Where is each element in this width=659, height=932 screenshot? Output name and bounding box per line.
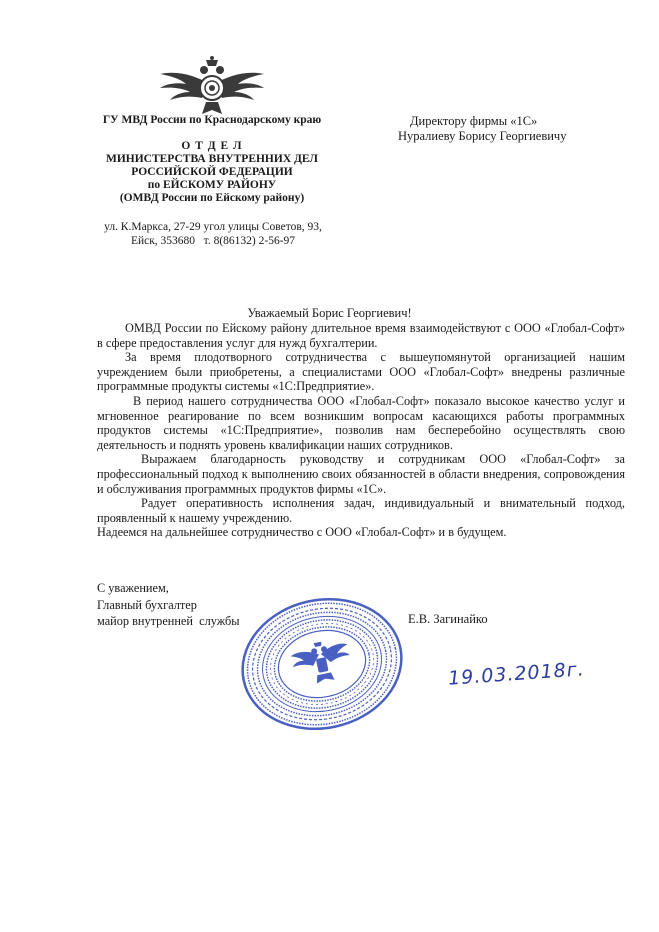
addressee-line: Директору фирмы «1С» — [410, 114, 538, 128]
org-line: (ОМВД России по Ейскому району) — [119, 192, 305, 204]
position-line: майор внутренней службы — [97, 614, 240, 628]
org-line: О Т Д Е Л — [181, 140, 243, 152]
letter-body — [97, 321, 625, 540]
org-line: по ЕЙСКОМУ РАЙОНУ — [147, 179, 277, 191]
paragraph: За время плодотворного сотрудничества с вышеупомянутой организацией нашим учреждением были приобретены, а специалистами ООО «Глобал-Софт» внедрены различные программные продукты системы «1С:Предприятие». — [97, 350, 625, 394]
paragraph: Радует оперативность исполнения задач, индивидуальный и внимательный подход, проявленный к нашему учреждению. — [97, 496, 625, 525]
address-block — [78, 220, 348, 248]
official-stamp-icon — [237, 594, 407, 734]
signature-block — [97, 580, 240, 630]
handwritten-date: 19.03.2018г. — [447, 658, 586, 690]
address-line: ул. К.Маркса, 27-29 угол улицы Советов, 93, — [104, 221, 322, 233]
paragraph: Выражаем благодарность руководству и сотрудникам ООО «Глобал-Софт» за профессиональный подход к выполнению своих обязанностей в области внедрения, сопровождения и обслуживания программных продуктов фирмы «1С». — [97, 452, 625, 496]
org-line: МИНИСТЕРСТВА ВНУТРЕННИХ ДЕЛ — [105, 153, 319, 165]
paragraph: Надеемся на дальнейшее сотрудничество с ООО «Глобал-Софт» и в будущем. — [97, 525, 507, 540]
addressee-block — [398, 114, 566, 144]
addressee-line: Нуралиеву Борису Георгиевичу — [398, 129, 567, 143]
salutation: Уважаемый Борис Георгиевич! — [247, 306, 412, 320]
mvd-emblem-icon — [156, 54, 268, 116]
position-line: Главный бухгалтер — [97, 597, 197, 612]
dept-head: ГУ МВД России по Краснодарскому краю — [102, 114, 322, 126]
org-line: РОССИЙСКОЙ ФЕДЕРАЦИИ — [131, 166, 293, 178]
closing: С уважением, — [97, 581, 169, 595]
paragraph: ОМВД России по Ейскому району длительное время взаимодействуют с ООО «Глобал-Софт» в сфере предоставления услуг для нужд бухгалтерии. — [97, 321, 625, 350]
signer-name: Е.В. Загинайко — [408, 612, 488, 626]
address-line: Ейск, 353680 т. 8(86132) 2-56-97 — [130, 235, 296, 247]
paragraph: В период нашего сотрудничества ООО «Глобал-Софт» показало высокое качество услуг и мгновенное реагирование по всем возникшим вопросам касающихся работы программных продуктов системы «1С:Предприятие», позволив нам бесперебойно осуществлять свою деятельность и поднять уровень квалификации наших сотрудников. — [97, 393, 625, 452]
